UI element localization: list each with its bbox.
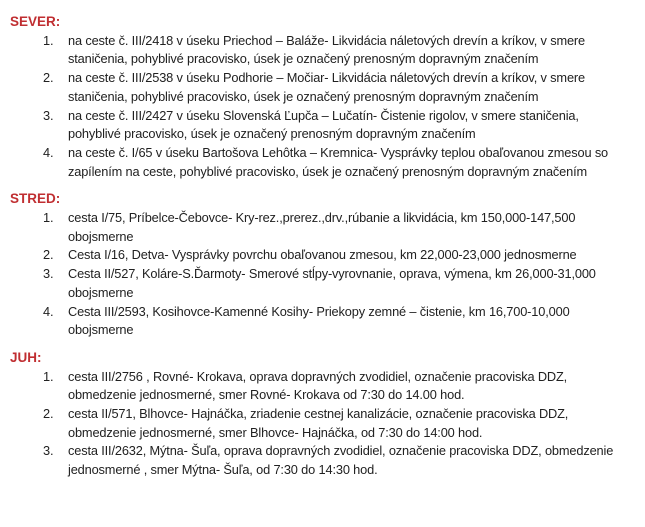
list-item-number: 1. [43, 32, 54, 48]
list-item-number: 3. [43, 443, 54, 459]
list-item-text: Cesta III/2593, Kosihovce-Kamenné Kosihy- Priekopy zemné – čistenie, km 16,700-10,000 obojsmerne [68, 303, 573, 338]
list-item-number: 1. [43, 210, 54, 226]
list-item [10, 144, 625, 181]
list-item-number: 4. [43, 303, 54, 319]
list-item-number: 2. [43, 247, 54, 263]
section-heading-stred: STRED: [10, 191, 61, 207]
list-item-number: 2. [43, 406, 54, 422]
list-item [10, 32, 625, 69]
list-item-text: na ceste č. I/65 v úseku Bartošova Lehôtka – Kremnica- Vysprávky teplou obaľovanou zmesou so zapílením na ceste, pohyblivé pracovisko, úsek je označený prenosným dopravným značením [68, 144, 612, 179]
stred-item-list [10, 209, 625, 340]
list-item-text: cesta III/2632, Mýtna- Šuľa, oprava dopravných zvodidiel, označenie pracoviska DDZ, obmedzenie jednosmerné , smer Mýtna- Šuľa, od 7:30 do 14:30 hod. [68, 443, 617, 478]
list-item [10, 442, 625, 479]
juh-item-list [10, 368, 625, 480]
list-item [10, 368, 625, 405]
list-item [10, 69, 625, 106]
section-juh [10, 349, 625, 480]
section-sever [10, 13, 625, 181]
section-heading-sever: SEVER: [10, 14, 61, 29]
list-item-text: Cesta I/16, Detva- Vysprávky povrchu obaľovanou zmesou, km 22,000-23,000 jednosmerne [68, 247, 577, 263]
list-item-number: 1. [43, 368, 54, 384]
section-stred [10, 190, 625, 340]
list-item-number: 4. [43, 144, 54, 160]
list-item-text: cesta III/2756 , Rovné- Krokava, oprava dopravných zvodidiel, označenie pracoviska DDZ, obmedzenie jednosmerné, smer Rovné- Krokava od 7:30 do 14.00 hod. [68, 368, 571, 403]
list-item-text: na ceste č. III/2418 v úseku Priechod – Baláže- Likvidácia náletových drevín a kríkov, v smere staničenia, pohyblivé pracovisko, úsek je označený prenosným dopravným značením [68, 32, 589, 67]
list-item [10, 107, 625, 144]
list-item [10, 246, 625, 265]
list-item-text: cesta II/571, Blhovce- Hajnáčka, zriadenie cestnej kanalizácie, označenie pracoviska DDZ, obmedzenie jednosmerné, smer Blhovce- Hajnáčka, od 7:30 do 14:00 hod. [68, 406, 572, 440]
list-item [10, 405, 625, 442]
list-item-text: na ceste č. III/2538 v úseku Podhorie – Močiar- Likvidácia náletových drevín a kríkov, v smere staničenia, pohyblivé pracovisko, úsek je označený prenosným dopravným značením [68, 70, 589, 104]
sever-item-list [10, 32, 625, 182]
list-item [10, 265, 625, 302]
list-item-number: 3. [43, 266, 54, 282]
list-item-text: cesta I/75, Príbelce-Čebovce- Kry-rez.,prerez.,drv.,rúbanie a likvidácia, km 150,000-147,500 obojsmerne [68, 210, 579, 244]
list-item [10, 209, 625, 246]
section-heading-juh: JUH: [10, 349, 42, 365]
list-item-number: 2. [43, 70, 54, 86]
list-item-number: 3. [43, 107, 54, 123]
list-item-text: na ceste č. III/2427 v úseku Slovenská Ľupča – Lučatín- Čistenie rigolov, v smere staničenia, pohyblivé pracovisko, úsek je označený prenosným dopravným značením [68, 107, 583, 142]
list-item-text: Cesta II/527, Koláre-S.Ďarmoty- Smerové stĺpy-vyrovnanie, oprava, výmena, km 26,000-31,000 obojsmerne [68, 266, 603, 300]
list-item [10, 303, 625, 340]
